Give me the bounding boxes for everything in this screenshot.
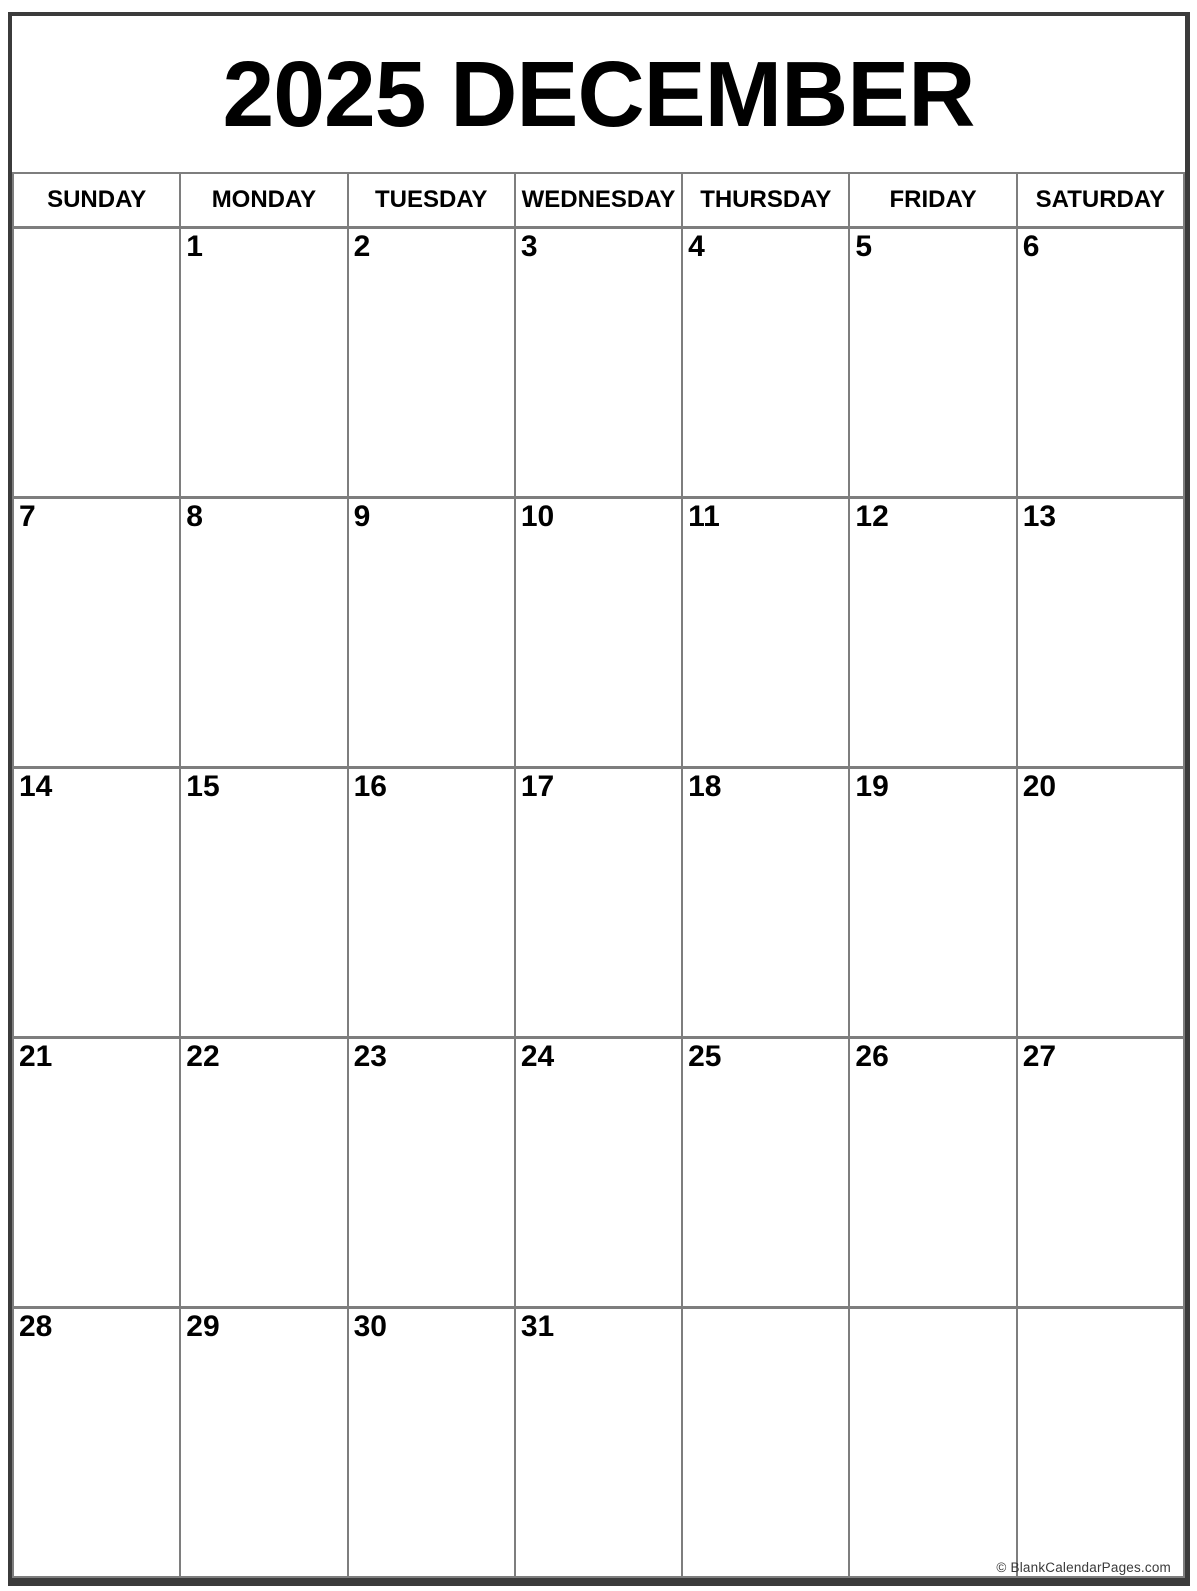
day-cell bbox=[849, 497, 1016, 767]
day-cell bbox=[849, 1037, 1016, 1307]
day-cell bbox=[13, 1037, 180, 1307]
day-cell bbox=[682, 1307, 849, 1577]
day-cell bbox=[348, 767, 515, 1037]
day-cell bbox=[180, 767, 347, 1037]
day-number: 20 bbox=[1022, 769, 1057, 803]
day-number: 11 bbox=[688, 499, 720, 533]
day-number: 5 bbox=[855, 229, 873, 263]
day-cell bbox=[682, 1037, 849, 1307]
day-cell bbox=[1017, 1037, 1184, 1307]
day-cell bbox=[1017, 497, 1184, 767]
day-cell bbox=[180, 1307, 347, 1577]
day-cell bbox=[515, 227, 682, 497]
day-cell bbox=[180, 1037, 347, 1307]
week-row bbox=[13, 227, 1184, 497]
day-cell bbox=[13, 497, 180, 767]
day-cell bbox=[515, 1307, 682, 1577]
calendar-page bbox=[8, 12, 1190, 1586]
day-number: 13 bbox=[1022, 499, 1057, 533]
day-number bbox=[850, 1321, 855, 1322]
day-cell bbox=[515, 767, 682, 1037]
weekday-header-tuesday: TUESDAY bbox=[348, 173, 515, 227]
day-cell bbox=[682, 227, 849, 497]
day-number: 7 bbox=[19, 499, 36, 533]
day-number: 22 bbox=[186, 1039, 220, 1073]
week-row bbox=[13, 1037, 1184, 1307]
day-cell bbox=[13, 767, 180, 1037]
weekday-header-saturday: SATURDAY bbox=[1017, 173, 1184, 227]
day-number: 1 bbox=[186, 229, 203, 263]
day-cell bbox=[180, 497, 347, 767]
day-cell bbox=[849, 227, 1016, 497]
day-number: 2 bbox=[353, 229, 371, 263]
day-cell bbox=[348, 227, 515, 497]
day-number: 27 bbox=[1022, 1039, 1057, 1073]
day-number: 19 bbox=[855, 769, 889, 803]
day-number: 3 bbox=[520, 229, 538, 263]
day-number: 16 bbox=[353, 769, 387, 803]
week-row bbox=[13, 497, 1184, 767]
day-cell bbox=[13, 227, 180, 497]
day-number: 25 bbox=[688, 1039, 722, 1073]
day-number bbox=[1018, 1321, 1023, 1322]
weekday-header-friday: FRIDAY bbox=[849, 173, 1016, 227]
day-number: 6 bbox=[1022, 229, 1040, 263]
day-number: 17 bbox=[520, 769, 555, 803]
day-number: 12 bbox=[855, 499, 889, 533]
day-number: 26 bbox=[855, 1039, 889, 1073]
day-number: 30 bbox=[353, 1309, 387, 1343]
day-cell bbox=[682, 497, 849, 767]
weekday-header-thursday: THURSDAY bbox=[682, 173, 849, 227]
day-number: 9 bbox=[353, 499, 371, 533]
day-number: 15 bbox=[186, 769, 220, 803]
day-number bbox=[683, 1321, 688, 1322]
day-number: 24 bbox=[520, 1039, 555, 1073]
title-area bbox=[12, 16, 1185, 172]
day-cell bbox=[849, 767, 1016, 1037]
day-number: 10 bbox=[520, 499, 555, 533]
day-cell bbox=[180, 227, 347, 497]
day-cell bbox=[348, 497, 515, 767]
day-cell bbox=[1017, 767, 1184, 1037]
day-cell bbox=[1017, 1307, 1184, 1577]
day-number: 18 bbox=[688, 769, 722, 803]
day-cell bbox=[515, 1037, 682, 1307]
day-number: 4 bbox=[688, 229, 705, 263]
day-cell bbox=[1017, 227, 1184, 497]
weekday-header-sunday: SUNDAY bbox=[13, 173, 180, 227]
day-number: 29 bbox=[186, 1309, 220, 1343]
day-cell bbox=[13, 1307, 180, 1577]
day-cell bbox=[682, 767, 849, 1037]
day-number: 14 bbox=[19, 769, 53, 803]
calendar-table bbox=[12, 172, 1185, 1578]
day-cell bbox=[348, 1037, 515, 1307]
day-number: 8 bbox=[186, 499, 203, 533]
day-cell bbox=[849, 1307, 1016, 1577]
day-number bbox=[14, 241, 19, 242]
page-title: 2025 DECEMBER bbox=[222, 41, 975, 146]
weekday-header-wednesday: WEDNESDAY bbox=[515, 173, 682, 227]
weekday-header-monday: MONDAY bbox=[180, 173, 347, 227]
weekday-header-row bbox=[13, 173, 1184, 227]
day-cell bbox=[348, 1307, 515, 1577]
day-number: 21 bbox=[19, 1039, 53, 1073]
week-row bbox=[13, 767, 1184, 1037]
day-number: 23 bbox=[353, 1039, 387, 1073]
day-number: 28 bbox=[19, 1309, 53, 1343]
day-number: 31 bbox=[520, 1309, 555, 1343]
copyright-watermark: © BlankCalendarPages.com bbox=[996, 1560, 1171, 1575]
week-row bbox=[13, 1307, 1184, 1577]
day-cell bbox=[515, 497, 682, 767]
